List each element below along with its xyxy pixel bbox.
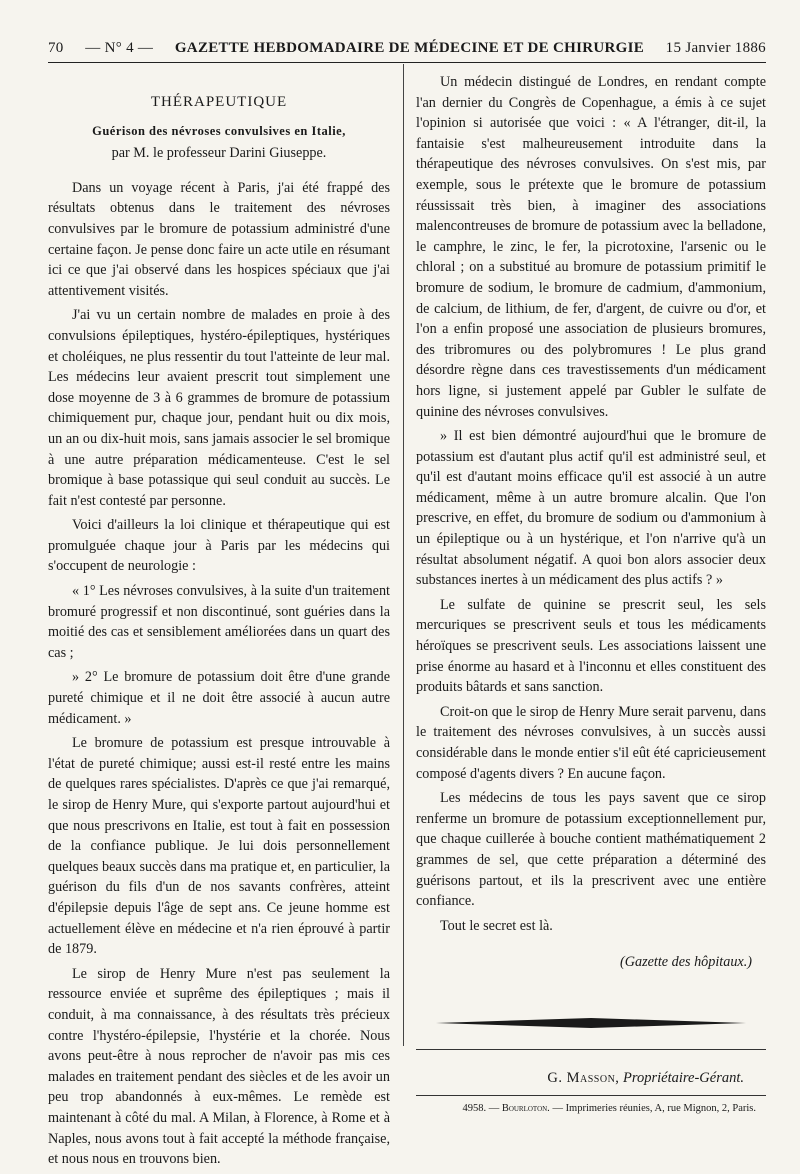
paragraph: Le sirop de Henry Mure n'est pas seulement la ressource enviée et suprême des épileptiques ; mais il conduit, à ma connaissance, à des résultats très précieux contre l'hystéro-épilepsie, l'hystérie et la chorée. Nous avons peut-être à nous reprocher de n'avoir pas mis ces malades en traitement pendant des siècles et de les avoir un peu trop abandonnés à eux-mêmes. Le remède est maintenant à côté du mal. A Milan, à Florence, à Rome et à Naples, nous avons tout à fait accepté la méthode française, et nous nous en trouvons bien. xyxy=(48,965,390,1168)
printer-name: Bourloton. xyxy=(501,1102,550,1114)
source-citation: (Gazette des hôpitaux.) xyxy=(620,954,752,971)
issue-number: — N° 4 — xyxy=(85,40,154,56)
header-rule xyxy=(48,62,766,63)
signature-name: G. Masson, xyxy=(547,1069,620,1086)
signature-role: Propriétaire-Gérant. xyxy=(623,1069,744,1086)
paragraph: » 2° Le bromure de potassium doit être d'une grande pureté chimique et il ne doit être associé à aucun autre médicament. » xyxy=(48,669,390,727)
signature-rule xyxy=(416,1049,766,1050)
article-author: par M. le professeur Darini Giuseppe. xyxy=(111,145,327,162)
page-number: 70 xyxy=(48,40,64,56)
ornamental-rule xyxy=(436,1015,746,1031)
paragraph: Tout le secret est là. xyxy=(440,917,553,934)
paragraph: J'ai vu un certain nombre de malades en proie à des convulsions épileptiques, hystéro-épileptiques, hystériques et choléiques, ne plus ressentir du tout l'atteinte de leur mal. Les médecins leur avaient prescrit tout simplement une dose moyenne de 3 à 6 grammes de bromure de potassium chimiquement pur, chaque jour, pendant huit ou dix mois, un an ou dix-huit mois, sans jamais associer le sel bromique à une autre préparation médicamenteuse. C'est le sel bromique à base potassique qui seul conduit au succès. Le fait n'est contesté par personne. xyxy=(48,307,390,509)
paragraph: Voici d'ailleurs la loi clinique et thérapeutique qui est promulguée chaque jour à Paris par les médecins qui s'occupent de neurologie : xyxy=(48,517,390,575)
journal-title: GAZETTE HEBDOMADAIRE DE MÉDECINE ET DE CHIRURGIE xyxy=(174,40,645,56)
right-column xyxy=(416,72,766,1119)
page-header xyxy=(48,40,766,57)
issue-date: 15 Janvier 1886 xyxy=(665,40,766,56)
signature xyxy=(416,1068,744,1089)
paragraph: Le bromure de potassium est presque introuvable à l'état de pureté chimique; aussi est-il resté entre les mains de quelques rares spécialistes. D'après ce que j'ai remarqué, le sirop de Henry Mure, qui s'exporte partout aujourd'hui et que nous prescrivons en Italie, est tout à fait en possession de la confiance publique. Je lui dois personnellement quelques beaux succès dans ma pratique et, en particulier, la guérison du fils d'un de nos savants confrères, atteint d'épilepsie depuis l'âge de sept ans. Ce jeune homme est actuellement élève en médecine et n'a rien éprouvé à partir de 1879. xyxy=(48,735,390,958)
printer-number: 4958. — xyxy=(462,1102,500,1114)
printer-address: — Imprimeries réunies, A, rue Mignon, 2, Paris. xyxy=(552,1102,756,1114)
paragraph: Dans un voyage récent à Paris, j'ai été frappé des résultats obtenus dans le traitement des névroses convulsives par le bromure de potassium administré d'une certaine façon. Je pense donc faire un acte utile en résumant ici ce que j'ai observé dans les hospices spéciaux que j'ai attentivement visités. xyxy=(48,179,390,299)
paragraph: » Il est bien démontré aujourd'hui que le bromure de potassium est d'autant plus actif qu'il est administré seul, et qu'il est d'autant moins efficace qu'il est associé à un autre médicament, même à un autre bromure alcalin. Que l'on prescrive, en effet, du bromure de sodium ou d'ammonium à un épileptique ou à un hystérique, et l'on n'arrive qu'à un résultat absolument négatif. A quoi bon alors associer deux substances inertes à un médicament des plus actifs ? » xyxy=(416,428,766,589)
printer-line xyxy=(416,1099,756,1120)
paragraph: Croit-on que le sirop de Henry Mure serait parvenu, dans le traitement des névroses convulsives, à un succès aussi considérable dans le monde entier s'il eût été capricieusement composé d'agents divers ? En aucune façon. xyxy=(416,703,766,782)
column-divider xyxy=(403,64,404,1046)
printer-rule xyxy=(416,1095,766,1096)
left-column xyxy=(48,72,390,1174)
paragraph: « 1° Les névroses convulsives, à la suite d'un traitement bromuré progressif et non discontinué, sont guéries dans la moitié des cas et sensiblement améliorées dans un quart des cas ; xyxy=(48,583,390,661)
paragraph: Les médecins de tous les pays savent que ce sirop renferme un bromure de potassium exceptionnellement pur, que chaque cuillerée à bouche contient mathématiquement 2 grammes de sel, que cette préparation a déterminé des guérisons partout, et ils la prescrivent avec une entière confiance. xyxy=(416,790,766,910)
paragraph: Un médecin distingué de Londres, en rendant compte l'an dernier du Congrès de Copenhague, a émis à ce sujet l'opinion si autorisée que voici : « A l'étranger, dit-il, la fantaisie s'est malheureusement introduite dans la thérapeutique des névroses convulsives. On s'est mis, par exemple, sous le prétexte que le bromure de potassium réussissait très bien, à imaginer des associations malencontreuses de bromure de potassium avec la belladone, le camphre, le zinc, le fer, la picrotoxine, l'arsenic ou le chloral ; on a substitué au bromure de potassium primitif le bromure de sodium, le bromure de cadmium, d'ammonium, de calcium, de lithium, de fer, d'argent, de cuivre ou d'or, et l'on a enfin proposé une association de plusieurs bromures, des tribromures ou des polybromures ! Le plus grand désordre règne dans ces travestissements d'un médicament hors ligne, si justement appelé par Gubler le sulfate de quinine des névroses convulsives. xyxy=(416,74,766,420)
section-title: THÉRAPEUTIQUE xyxy=(150,94,288,110)
article-title: Guérison des névroses convulsives en Italie, xyxy=(92,123,346,138)
paragraph: Le sulfate de quinine se prescrit seul, les sels mercuriques se prescrivent seuls et tous les médicaments héroïques se prescrivent seuls. Les associations laissent une prise énorme au hasard et à l'inconnu et elles constituent des produits bâtards et sans sanction. xyxy=(416,596,766,696)
